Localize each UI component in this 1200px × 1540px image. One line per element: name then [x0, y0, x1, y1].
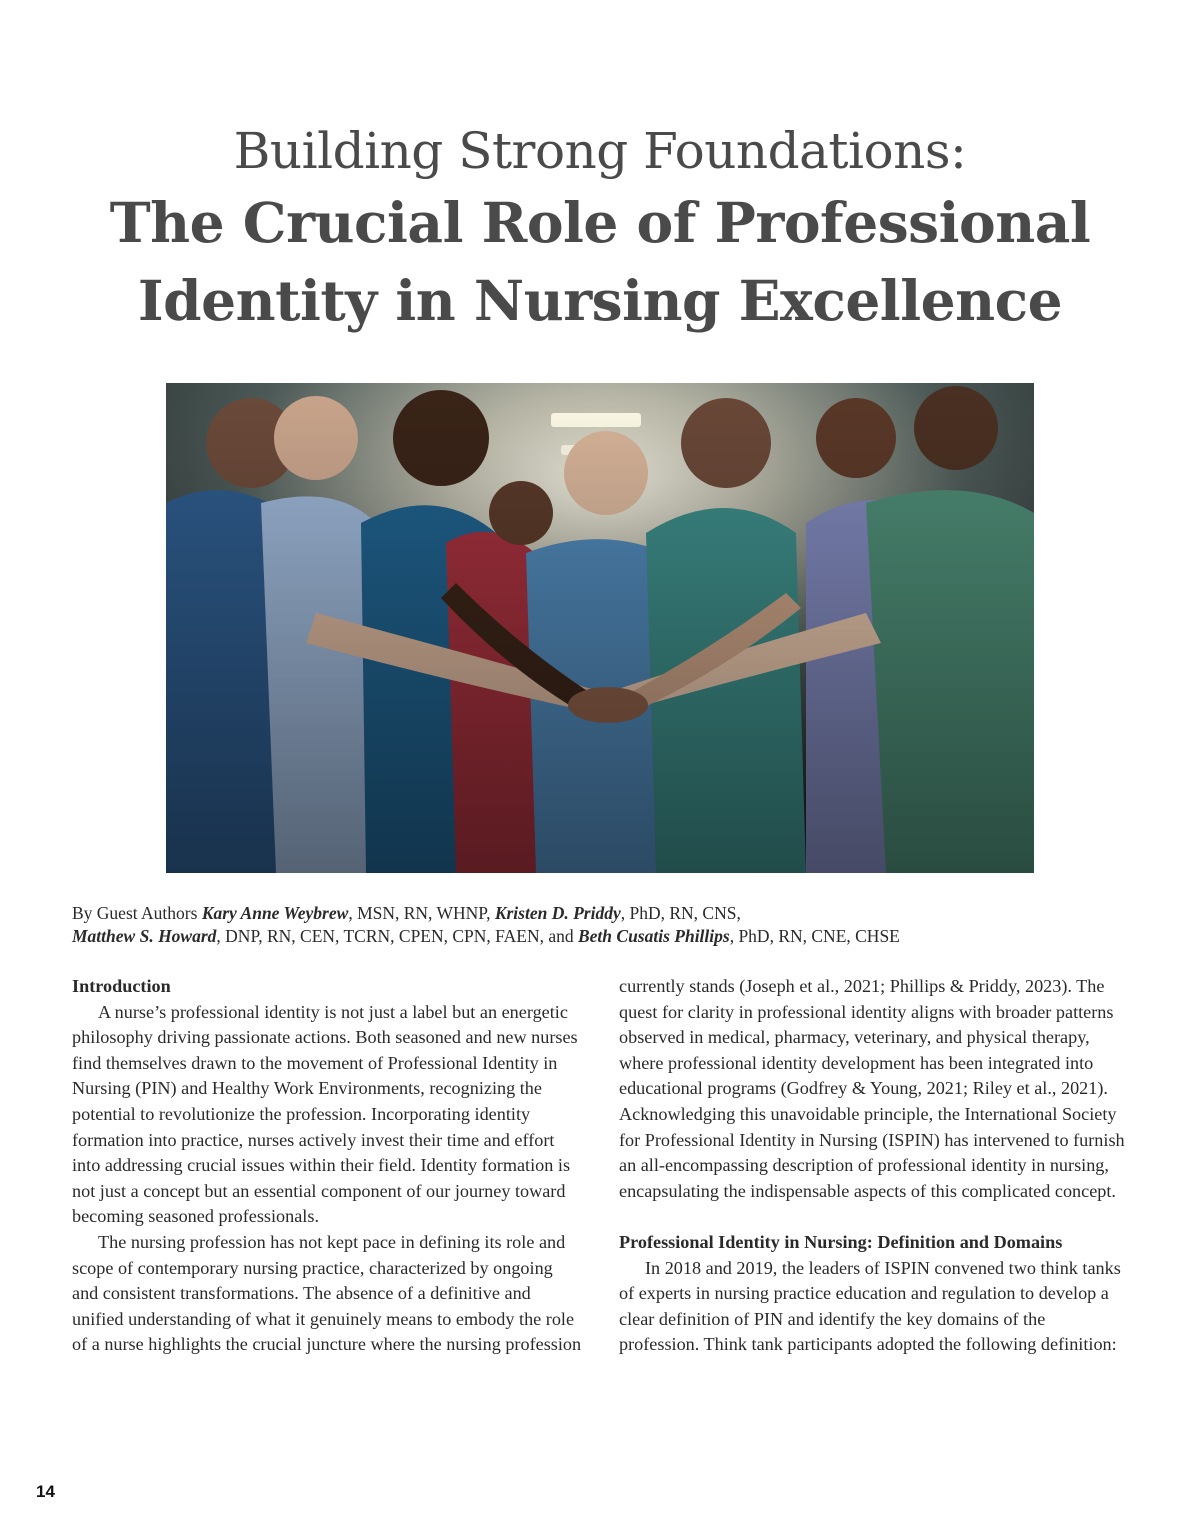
right-column — [619, 974, 1129, 1358]
title-main-line1: The Crucial Role of Professional — [109, 190, 1091, 255]
hero-photo — [166, 383, 1034, 873]
byline-prefix: By Guest Authors — [72, 903, 202, 923]
author-byline — [72, 902, 1132, 948]
author-credentials: , MSN, RN, WHNP, — [348, 903, 495, 923]
paragraph: In 2018 and 2019, the leaders of ISPIN convened two think tanks of experts in nursing practice education and regulation to develop a clear definition of PIN and identify the key domains of the profession. Think tank participants adopted the following definition: — [619, 1257, 1121, 1355]
paragraph: currently stands (Joseph et al., 2021; Phillips & Priddy, 2023). The quest for clarity in professional identity aligns with broader patterns observed in medical, pharmacy, veterinary, and physical therapy, where professional identity development has been integrated into educational programs (Godfrey & Young, 2021; Riley et al., 2021). Acknowledging this unavoidable principle, the International Society for Professional Identity in Nursing (ISPIN) has intervened to furnish an all-encompassing description of professional identity in nursing, encapsulating the indispensable aspects of this complicated concept. — [619, 976, 1125, 1201]
nurses-photo-illustration — [166, 383, 1034, 873]
author-name: Kristen D. Priddy — [494, 903, 621, 923]
paragraph: The nursing profession has not kept pace in defining its role and scope of contemporary nursing practice, characterized by ongoing and consistent transformations. The absence of a definitive and unified understanding of what it genuinely means to embody the role of a nurse highlights the crucial juncture where the nursing profession — [72, 1231, 582, 1355]
author-credentials: , DNP, RN, CEN, TCRN, CPEN, CPN, FAEN, and — [216, 926, 578, 946]
author-credentials: , PhD, RN, CNE, CHSE — [729, 926, 900, 946]
paragraph: A nurse’s professional identity is not just a label but an energetic philosophy driving passionate actions. Both seasoned and new nurses find themselves drawn to the movement of Professional Identity in Nursing (PIN) and Healthy Work Environments, recognizing the potential to revolutionize the profession. Incorporating identity formation into practice, nurses actively invest their time and effort into addressing crucial issues within their field. Identity formation is not just a concept but an essential component of our journey toward becoming seasoned professionals. — [72, 1001, 578, 1227]
author-name: Kary Anne Weybrew — [201, 903, 349, 923]
title-kicker: Building Strong Foundations: — [233, 122, 967, 180]
page-number: 14 — [36, 1482, 55, 1501]
author-name: Matthew S. Howard — [72, 926, 217, 946]
left-column — [72, 974, 582, 1358]
section-heading-introduction: Introduction — [72, 976, 171, 996]
paragraph-spacer — [619, 1204, 1129, 1230]
section-heading-definition: Professional Identity in Nursing: Definition and Domains — [619, 1231, 1063, 1252]
author-credentials: , PhD, RN, CNS, — [620, 903, 741, 923]
article-title — [0, 118, 1200, 340]
author-name: Beth Cusatis Phillips — [577, 926, 730, 946]
title-main-line2: Identity in Nursing Excellence — [137, 268, 1063, 333]
